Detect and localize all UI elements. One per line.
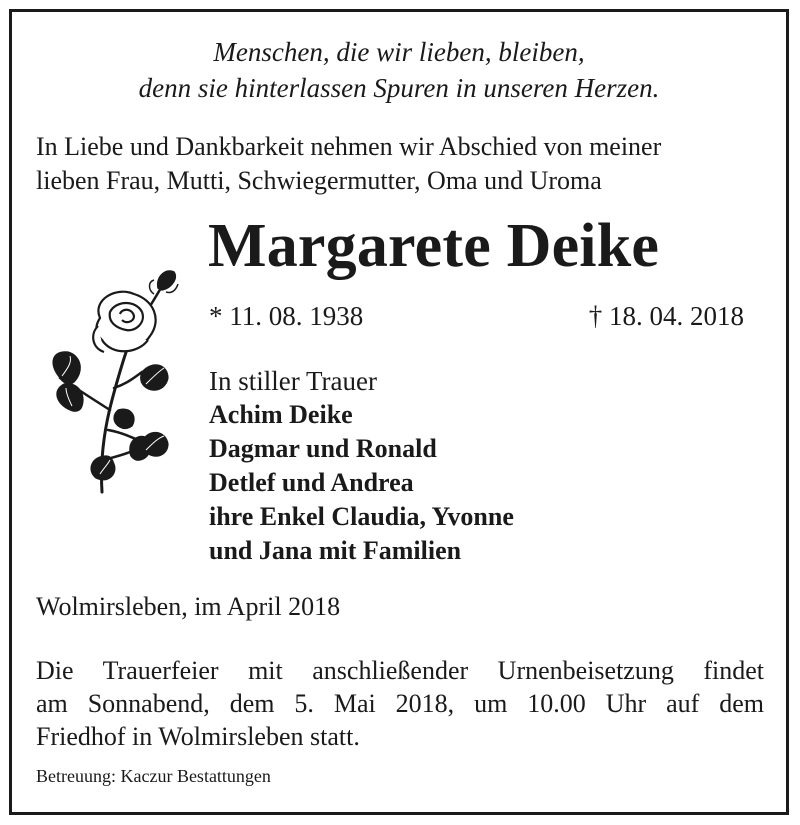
mourner-entry: Dagmar und Ronald: [209, 434, 437, 463]
obituary-notice: [9, 9, 789, 815]
mourners-list: [209, 398, 514, 568]
intro-line-1: In Liebe und Dankbarkeit nehmen wir Abschied von meiner: [36, 132, 662, 161]
mourner-entry: und Jana mit Familien: [209, 536, 462, 565]
funeral-details: [36, 654, 764, 753]
rose-illustration: [30, 260, 190, 500]
mourning-heading: In stiller Trauer: [209, 366, 377, 396]
mourner-entry: Detlef und Andrea: [209, 468, 414, 497]
mourner-entry: Achim Deike: [209, 400, 353, 429]
deceased-name: Margarete Deike: [208, 212, 660, 280]
birth-date: * 11. 08. 1938: [209, 301, 364, 331]
mourner-entry: ihre Enkel Claudia, Yvonne: [209, 502, 514, 531]
intro-line-2: lieben Frau, Mutti, Schwiegermutter, Oma und Uroma: [36, 166, 602, 195]
funeral-line-3: Friedhof in Wolmirsleben statt.: [36, 722, 360, 751]
funeral-line-2: am Sonnabend, dem 5. Mai 2018, um 10.00 Uhr auf dem: [36, 689, 764, 718]
place-and-date: Wolmirsleben, im April 2018: [36, 592, 341, 621]
undertaker-credit: Betreuung: Kaczur Bestattungen: [36, 766, 271, 786]
death-date: † 18. 04. 2018: [588, 301, 744, 331]
motto-line-2: denn sie hinterlassen Spuren in unseren Herzen.: [138, 73, 660, 103]
funeral-line-1: Die Trauerfeier mit anschließender Urnenbeisetzung findet: [36, 656, 764, 685]
motto-line-1: Menschen, die wir lieben, bleiben,: [213, 37, 585, 67]
